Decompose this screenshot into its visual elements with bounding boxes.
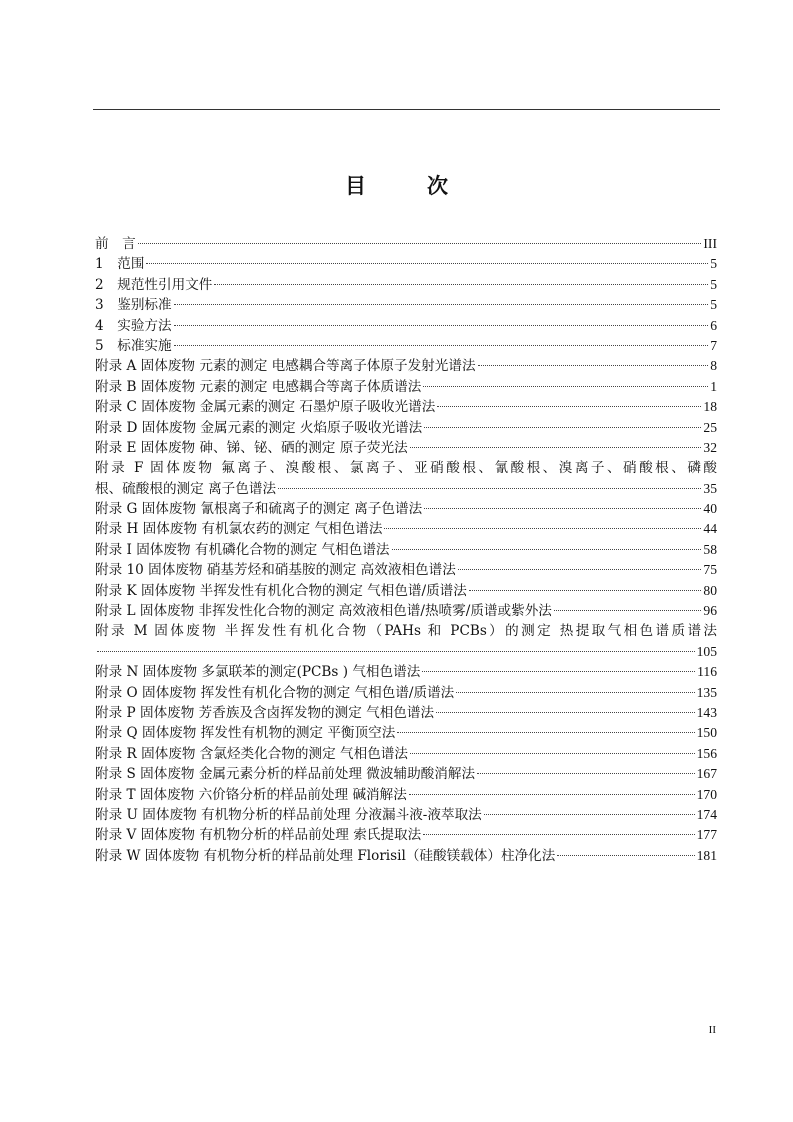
toc-entry[interactable] (95, 234, 717, 254)
dot-leader (138, 243, 702, 244)
toc-entry-page: 116 (697, 664, 717, 680)
toc-entry-label: 3 鉴别标准 (95, 297, 172, 314)
dot-leader (214, 284, 708, 285)
toc-entry-label: 附录 R 固体废物 含氯烃类化合物的测定 气相色谱法 (95, 745, 408, 762)
toc-entry-label: 4 实验方法 (95, 317, 172, 334)
toc-entry[interactable] (95, 254, 717, 274)
toc-entry-page: 5 (710, 256, 717, 272)
dot-leader (409, 794, 695, 795)
dot-leader (484, 814, 695, 815)
toc-entry-label: 根、硫酸根的测定 离子色谱法 (95, 480, 277, 497)
toc-entry-page: 58 (703, 541, 717, 557)
toc-entry-label: 1 范围 (95, 256, 145, 273)
toc-entry-page: 75 (703, 562, 717, 578)
dot-leader (424, 508, 701, 509)
toc-entry-label: 附录 K 固体废物 半挥发性有机化合物的测定 气相色谱/质谱法 (95, 582, 467, 599)
toc-entry-label: 附录 O 固体废物 挥发性有机化合物的测定 气相色谱/质谱法 (95, 684, 455, 701)
toc-entry[interactable] (95, 377, 717, 397)
dot-leader (436, 712, 695, 713)
toc-entry-label: 附录 D 固体废物 金属元素的测定 火焰原子吸收光谱法 (95, 419, 423, 436)
toc-entry-page: 18 (703, 399, 717, 415)
toc-entry-page: 135 (696, 684, 717, 700)
dot-leader (174, 325, 709, 326)
toc-entry-page: 35 (703, 480, 717, 496)
toc-entry[interactable] (95, 519, 717, 539)
toc-entry-label: 附录 P 固体废物 芳香族及含卤挥发物的测定 气相色谱法 (95, 704, 435, 721)
toc-entry-page: 25 (703, 419, 717, 435)
toc-entry[interactable] (95, 560, 717, 580)
toc-entry-label: 附录 V 固体废物 有机物分析的样品前处理 索氏提取法 (95, 827, 422, 844)
toc-entry-page: 5 (710, 297, 717, 313)
toc-entry[interactable] (95, 764, 717, 784)
dot-leader (478, 365, 709, 366)
toc-entry-label: 附录 T 固体废物 六价铬分析的样品前处理 碱消解法 (95, 786, 407, 803)
toc-entry[interactable] (95, 642, 717, 662)
toc-entry-label: 附录 I 固体废物 有机磷化合物的测定 气相色谱法 (95, 541, 390, 558)
dot-leader (423, 386, 708, 387)
dot-leader (397, 732, 694, 733)
toc-entry-page: 96 (703, 603, 717, 619)
toc-entry-page: 8 (710, 358, 717, 374)
dot-leader (458, 569, 702, 570)
toc-entry-page: 6 (710, 317, 717, 333)
toc-entry-label: 附录 B 固体废物 元素的测定 电感耦合等离子体质谱法 (95, 378, 422, 395)
toc-entry-page: 174 (696, 806, 717, 822)
toc-entry[interactable] (95, 683, 717, 703)
dot-leader (424, 427, 701, 428)
toc-entry[interactable] (95, 397, 717, 417)
dot-leader (410, 447, 702, 448)
toc-entry-page: 1 (710, 378, 717, 394)
toc-entry[interactable] (95, 825, 717, 845)
footer-page-number: II (708, 1024, 716, 1036)
toc-entry-label: 附录 A 固体废物 元素的测定 电感耦合等离子体原子发射光谱法 (95, 358, 476, 375)
toc-entry-page: 156 (696, 745, 717, 761)
toc-entry-page: 32 (703, 439, 717, 455)
toc-entry[interactable] (95, 581, 717, 601)
toc-entry-label: 附录 G 固体废物 氰根离子和硫离子的测定 离子色谱法 (95, 501, 423, 518)
toc-entry[interactable] (95, 540, 717, 560)
dot-leader (557, 855, 694, 856)
toc-entry-label: 5 标准实施 (95, 337, 172, 354)
dot-leader (422, 671, 695, 672)
toc-entry-line[interactable]: 附录 M 固体废物 半挥发性有机化合物（PAHs 和 PCBs）的测定 热提取气相色谱质谱法 (95, 623, 717, 640)
dot-leader (392, 549, 702, 550)
toc-entry-page: 7 (710, 337, 717, 353)
dot-leader (437, 406, 701, 407)
dot-leader (554, 610, 702, 611)
toc-entry[interactable] (95, 703, 717, 723)
dot-leader (146, 263, 708, 264)
toc-entry-label: 附录 W 固体废物 有机物分析的样品前处理 Florisil（硅酸镁载体）柱净化法 (95, 847, 556, 864)
toc-entry[interactable] (95, 479, 717, 499)
toc-entry-label: 附录 N 固体废物 多氯联苯的测定(PCBs ) 气相色谱法 (95, 664, 421, 681)
toc-entry-page: 177 (696, 827, 717, 843)
toc-entry[interactable] (95, 723, 717, 743)
dot-leader (97, 651, 695, 652)
toc-entry-page: 167 (696, 766, 717, 782)
toc-entry-label: 附录 H 固体废物 有机氯农药的测定 气相色谱法 (95, 521, 383, 538)
toc-entry-label: 附录 E 固体废物 砷、锑、铋、硒的测定 原子荧光法 (95, 439, 408, 456)
toc-entry[interactable] (95, 295, 717, 315)
toc-entry-page: III (703, 236, 717, 251)
toc-entry[interactable] (95, 744, 717, 764)
toc-entry-page: 44 (703, 521, 717, 537)
toc-entry[interactable] (95, 785, 717, 805)
toc-entry[interactable] (95, 805, 717, 825)
toc-entry[interactable] (95, 356, 717, 376)
page-title: 目 次 (345, 174, 468, 198)
dot-leader (278, 488, 701, 489)
toc-entry-page: 105 (696, 643, 717, 659)
table-of-contents (95, 234, 717, 866)
toc-entry-line[interactable]: 附录 F 固体废物 氟离子、溴酸根、氯离子、亚硝酸根、氰酸根、溴离子、硝酸根、磷酸 (95, 460, 717, 477)
toc-entry-label: 2 规范性引用文件 (95, 276, 213, 293)
toc-entry[interactable] (95, 275, 717, 295)
toc-entry-label: 附录 U 固体废物 有机物分析的样品前处理 分液漏斗液-液萃取法 (95, 806, 482, 823)
toc-entry[interactable] (95, 418, 717, 438)
dot-leader (469, 590, 702, 591)
dot-leader (174, 304, 709, 305)
toc-entry-label: 附录 C 固体废物 金属元素的测定 石墨炉原子吸收光谱法 (95, 399, 436, 416)
toc-entry-label: 前 言 (95, 236, 136, 252)
dot-leader (477, 773, 695, 774)
toc-entry-page: 181 (696, 847, 717, 863)
toc-entry[interactable] (95, 499, 717, 519)
toc-entry-page: 143 (696, 704, 717, 720)
toc-entry[interactable] (95, 601, 717, 621)
toc-entry-page: 150 (696, 725, 717, 741)
toc-entry[interactable] (95, 316, 717, 336)
dot-leader (423, 834, 694, 835)
toc-entry-label: 附录 S 固体废物 金属元素分析的样品前处理 微波辅助酸消解法 (95, 766, 476, 783)
toc-entry[interactable] (95, 336, 717, 356)
toc-entry-page: 5 (710, 276, 717, 292)
toc-entry-label: 附录 10 固体废物 硝基芳烃和硝基胺的测定 高效液相色谱法 (95, 562, 456, 579)
dot-leader (410, 753, 695, 754)
header-rule (93, 109, 720, 110)
toc-entry[interactable] (95, 438, 717, 458)
dot-leader (384, 528, 701, 529)
toc-entry-page: 80 (703, 582, 717, 598)
toc-entry[interactable] (95, 846, 717, 866)
dot-leader (174, 345, 709, 346)
toc-entry-label: 附录 L 固体废物 非挥发性化合物的测定 高效液相色谱/热喷雾/质谱或紫外法 (95, 603, 552, 620)
toc-entry-page: 170 (696, 786, 717, 802)
dot-leader (456, 692, 694, 693)
toc-entry-label: 附录 Q 固体废物 挥发性有机物的测定 平衡顶空法 (95, 725, 396, 742)
toc-entry-page: 40 (703, 501, 717, 517)
toc-entry[interactable] (95, 662, 717, 682)
